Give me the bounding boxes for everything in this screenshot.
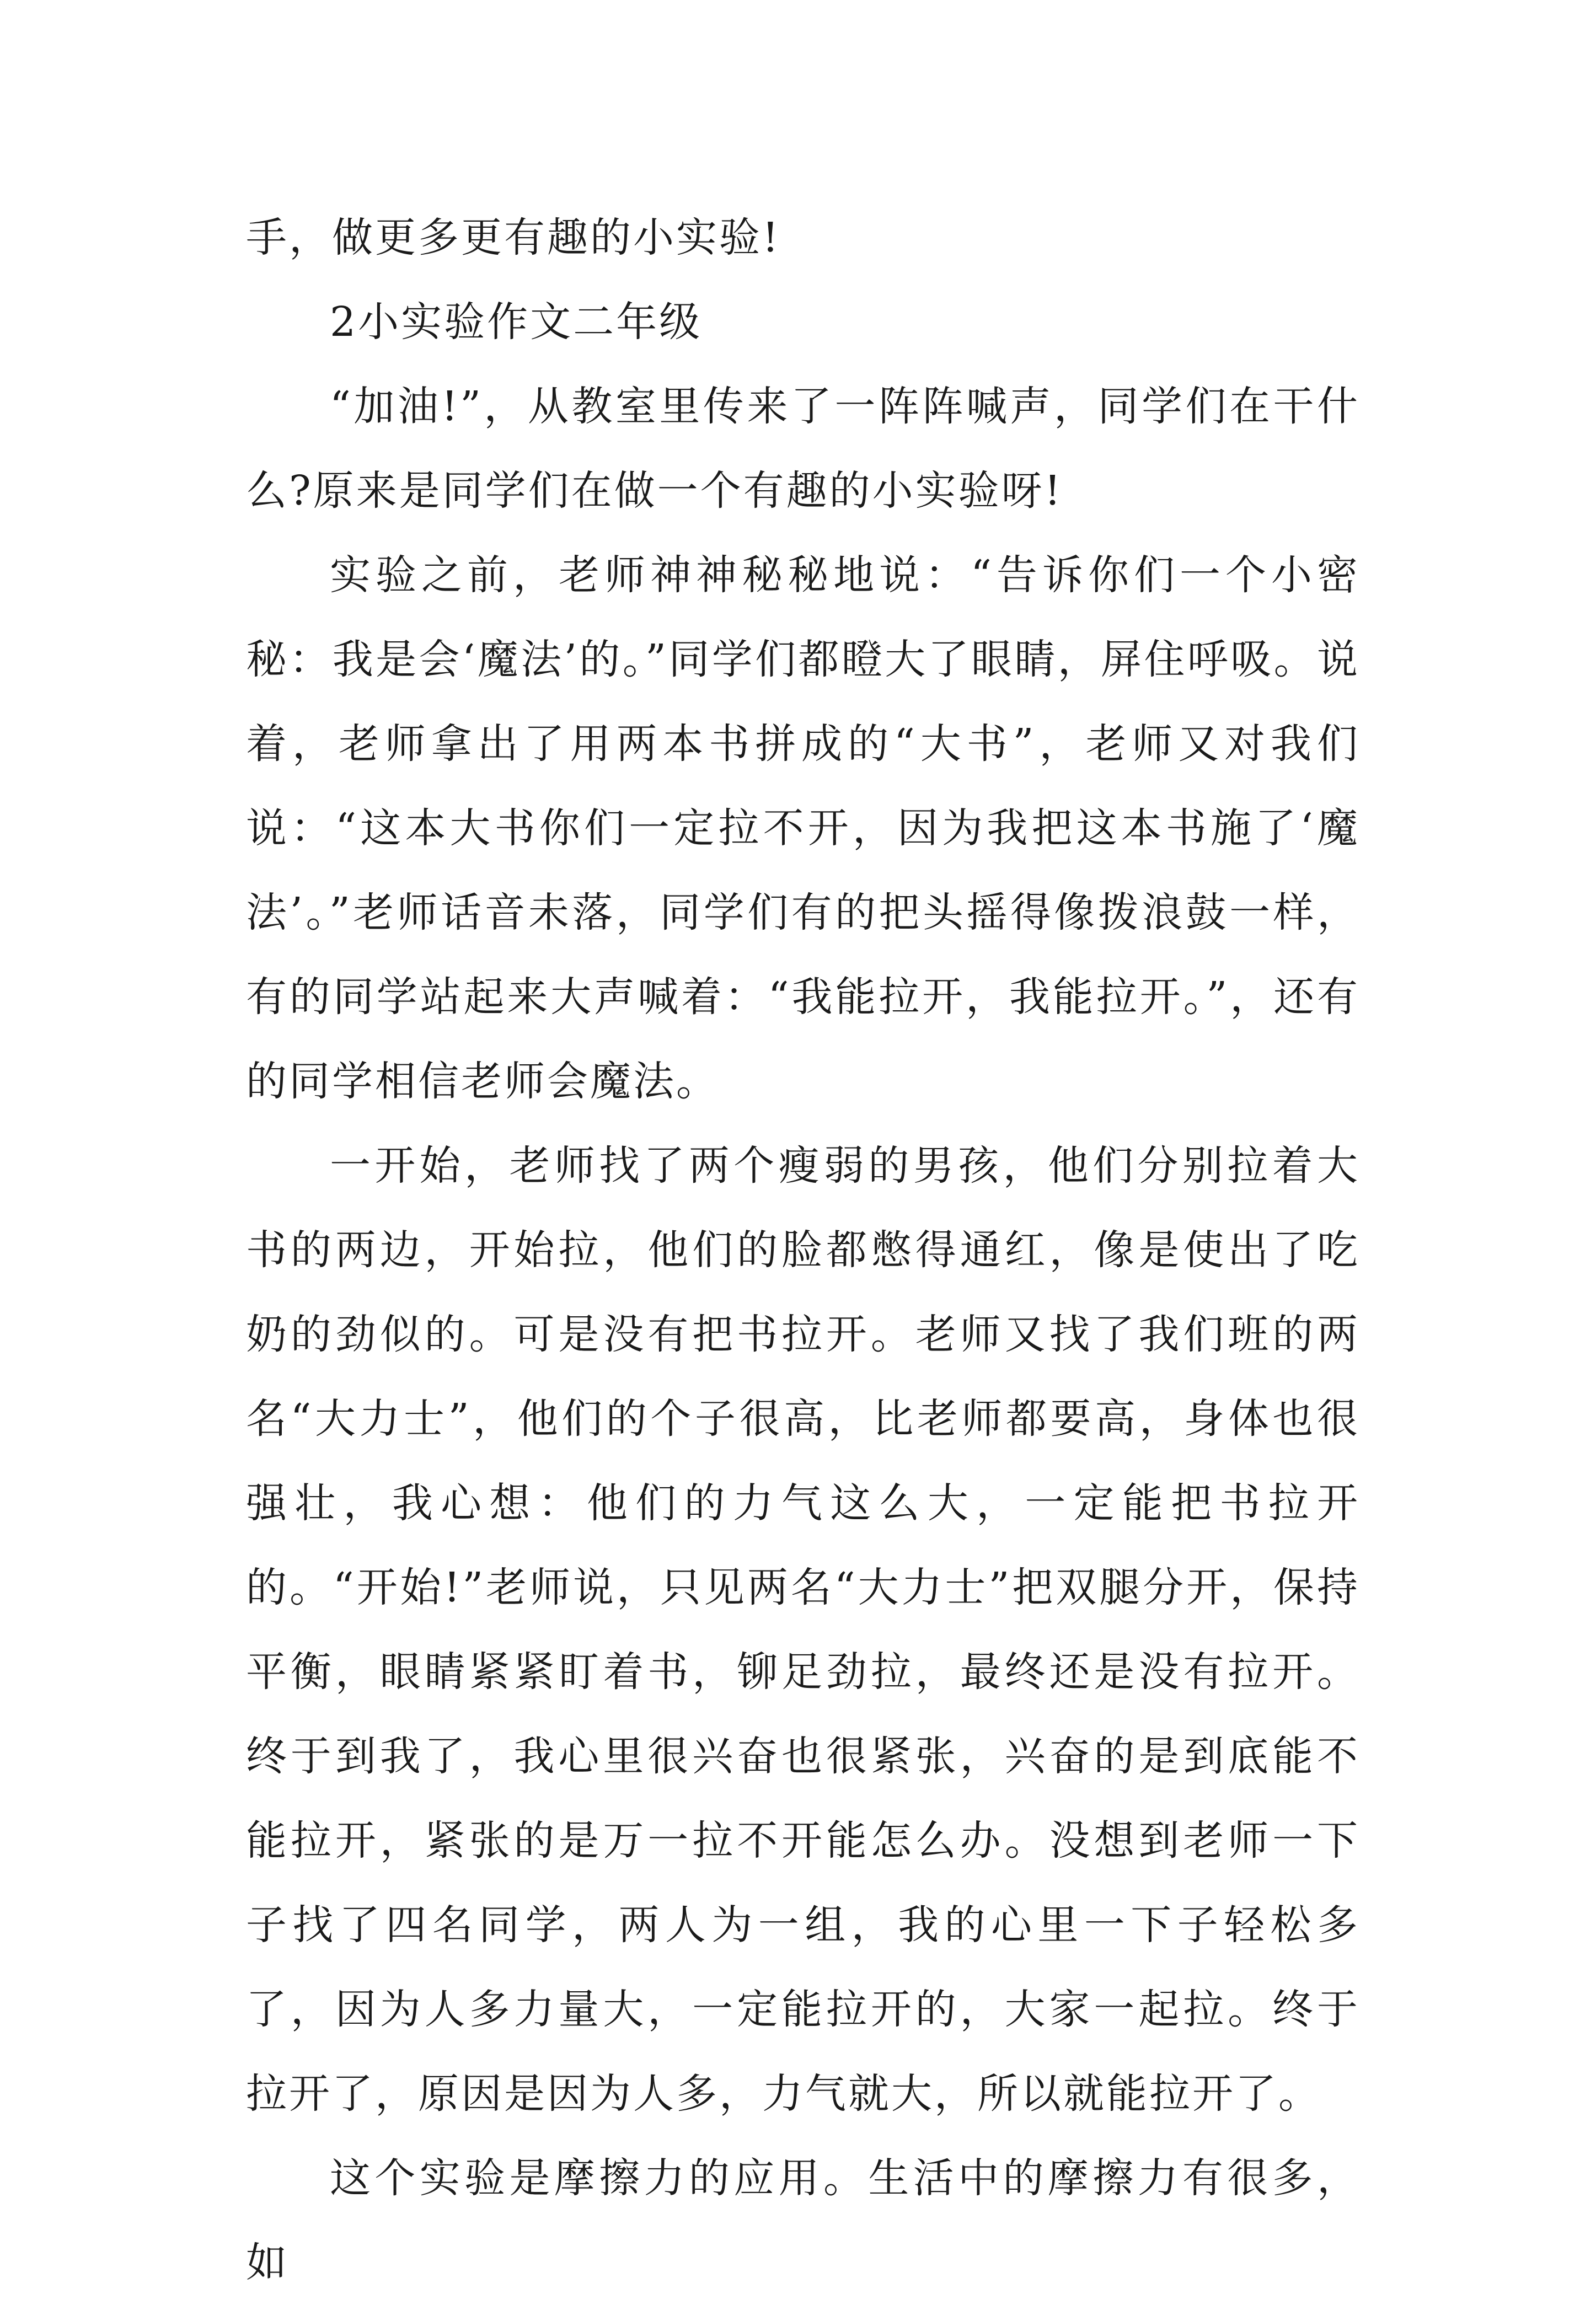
paragraph-intro: “加油!”，从教室里传来了一阵阵喊声，同学们在干什么?原来是同学们在做一个有趣的小实验呀!	[246, 383, 1360, 514]
paragraph-experiment: 一开始，老师找了两个瘦弱的男孩，他们分别拉着大书的两边，开始拉，他们的脸都憋得通红，像是使出了吃奶的劲似的。可是没有把书拉开。老师又找了我们班的两名“大力士”，他们的个子很高，比老师都要高，身体也很强壮，我心想：他们的力气这么大，一定能把书拉开的。“开始!”老师说，只见两名“大力士”把双腿分开，保持平衡，眼睛紧紧盯着书，铆足劲拉，最终还是没有拉开。终于到我了，我心里很兴奋也很紧张，兴奋的是到底能不能拉开，紧张的是万一拉不开能怎么办。没想到老师一下子找了四名同学，两人为一组，我的心里一下子轻松多了，因为人多力量大，一定能拉开的，大家一起拉。终于拉开了，原因是因为人多，力气就大，所以就能拉开了。	[246, 1142, 1360, 2118]
paragraph-before-experiment: 实验之前，老师神神秘秘地说：“告诉你们一个小密秘：我是会‘魔法’的。”同学们都瞪大了眼睛，屏住呼吸。说着，老师拿出了用两本书拼成的“大书”，老师又对我们说：“这本大书你们一定拉不开，因为我把这本书施了‘魔法’。”老师话音未落，同学们有的把头摇得像拨浪鼓一样，有的同学站起来大声喊着：“我能拉开，我能拉开。”，还有的同学相信老师会魔法。	[246, 551, 1360, 1105]
paragraph-continuation: 手，做更多更有趣的小实验!	[246, 214, 781, 261]
section-heading: 2小实验作文二年级	[330, 298, 703, 346]
article-body	[246, 196, 1360, 2305]
paragraph-friction: 这个实验是摩擦力的应用。生活中的摩擦力有很多，如	[246, 2154, 1360, 2286]
